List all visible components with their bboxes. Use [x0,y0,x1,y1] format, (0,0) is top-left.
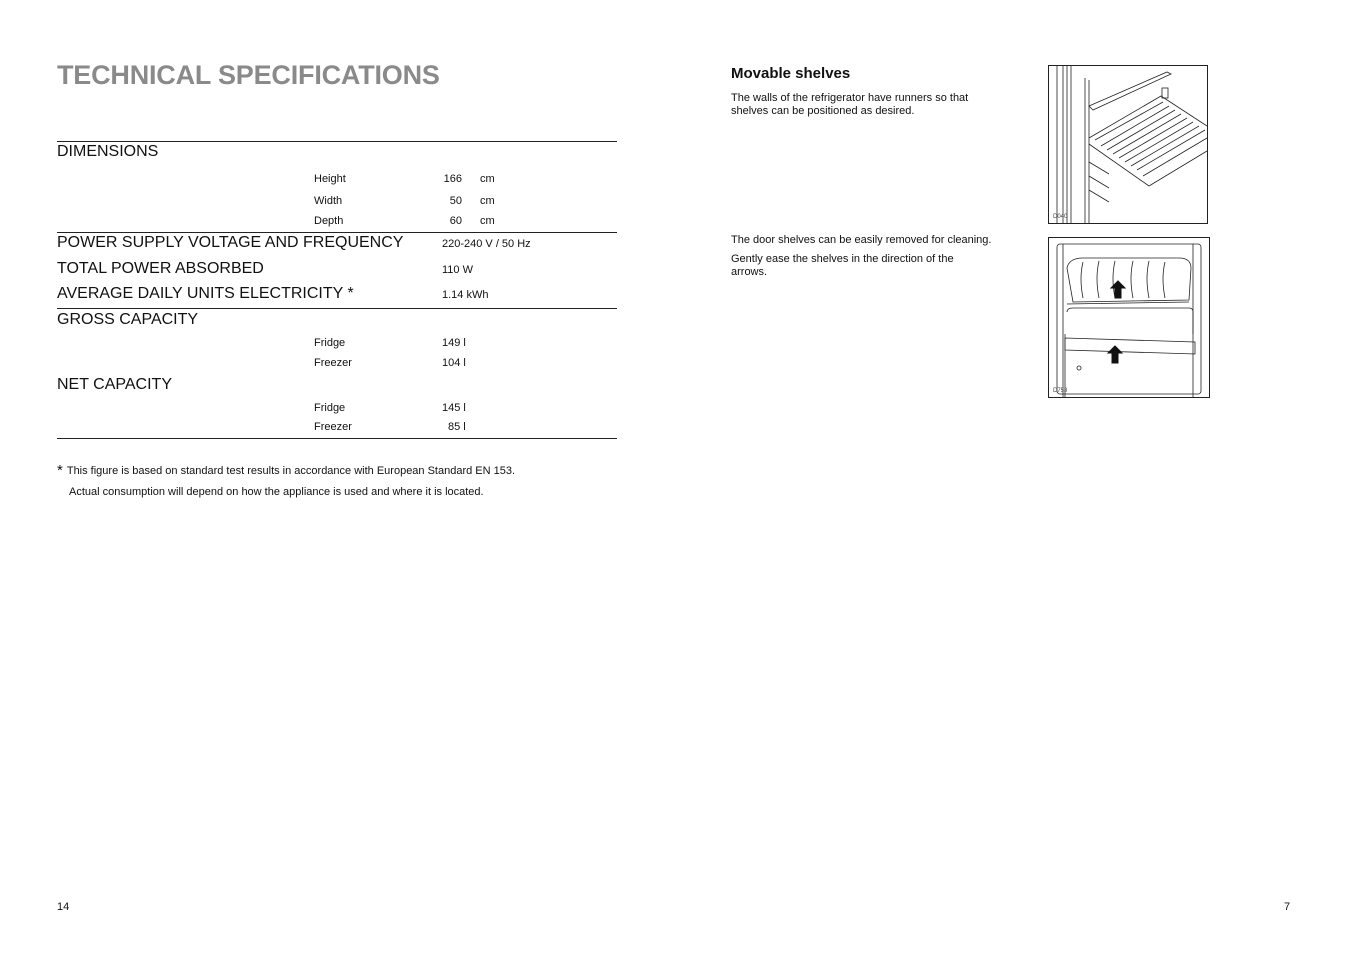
spec-value: 104 l [442,357,466,369]
power-supply-value: 220-240 V / 50 Hz [442,238,531,250]
dimensions-label: DIMENSIONS [57,143,159,160]
spec-name: Fridge [314,402,346,414]
footnote-text-1: This figure is based on standard test results in accordance with European Standard EN 153. [66,465,516,477]
net-capacity-label: NET CAPACITY [57,376,172,393]
divider [57,232,617,233]
divider [57,438,617,439]
door-shelves-illustration [1048,237,1210,398]
spec-unit: cm [480,215,495,227]
spec-value: 145 l [442,402,466,414]
divider [57,141,617,142]
door-shelves-paragraph: The door shelves can be easily removed for cleaning. [731,234,992,246]
footnote-line-2: Actual consumption will depend on how the appliance is used and where it is located. [69,486,484,498]
daily-units-value: 1.14 kWh [442,289,489,301]
spec-name: Freezer [314,357,352,369]
spec-value: 60 [449,215,462,227]
spec-value: 149 l [442,337,466,349]
daily-units-label: AVERAGE DAILY UNITS ELECTRICITY * [57,285,354,302]
ease-shelves-paragraph: Gently ease the shelves in the direction of the arrows. [731,253,954,278]
page-number-left: 14 [57,901,70,913]
gross-capacity-label: GROSS CAPACITY [57,311,199,328]
power-supply-label: POWER SUPPLY VOLTAGE AND FREQUENCY [57,234,404,251]
movable-shelves-heading: Movable shelves [731,65,851,82]
spec-unit: cm [480,195,495,207]
power-absorbed-value: 110 W [442,264,473,276]
spec-unit: cm [480,173,495,185]
power-absorbed-label: TOTAL POWER ABSORBED [57,260,264,277]
spec-name: Freezer [314,421,352,433]
spec-value: 50 [449,195,462,207]
door-shelf-drawing [1049,238,1209,397]
footnote-star: * [57,462,63,479]
shelves-paragraph: The walls of the refrigerator have runners so that shelves can be positioned as desired. [731,92,969,117]
fridge-shelf-drawing [1049,66,1207,223]
figure-code: D040 [1053,214,1068,220]
footnote-line-1 [57,461,515,478]
shelves-illustration [1048,65,1208,224]
divider [57,308,617,309]
spec-name: Width [314,195,343,207]
spec-name: Depth [314,215,344,227]
spec-value: 85 l [448,421,466,433]
spec-value: 166 [443,173,462,185]
figure-code: D758 [1053,388,1068,394]
page-number-right: 7 [1284,901,1291,913]
spec-name: Fridge [314,337,346,349]
page-title: TECHNICAL SPECIFICATIONS [57,60,440,90]
spec-name: Height [314,173,346,185]
